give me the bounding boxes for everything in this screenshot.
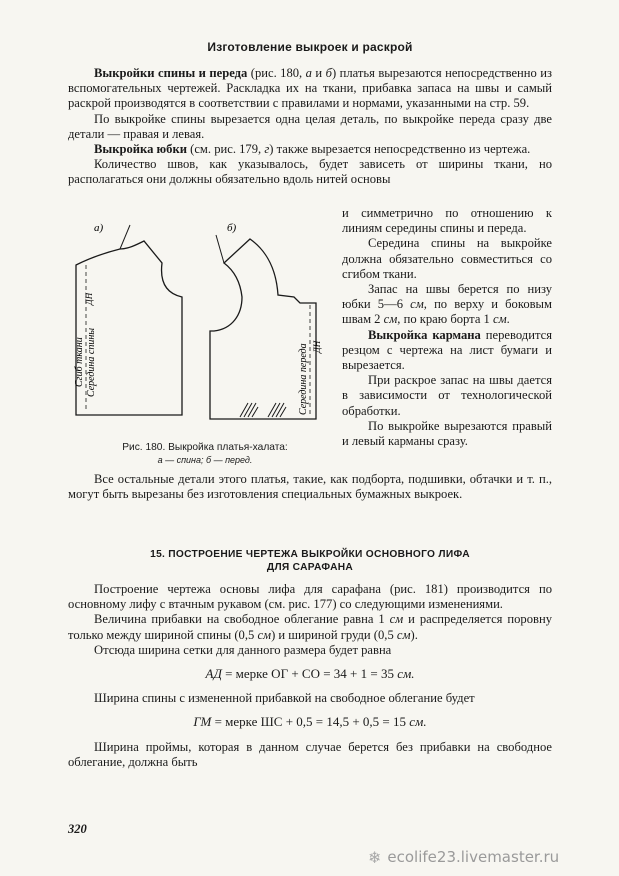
text-fragment: АД: [205, 666, 222, 682]
pattern-figure: [64, 219, 334, 439]
paragraph-cutting-allowance: При раскрое запас на швы дается в зависимости от технологической обработки.: [342, 373, 552, 418]
text-block-middle: [68, 472, 552, 502]
paragraph-pockets-cut: По выкройке вырезаются правый и левый карманы сразу.: [342, 418, 552, 449]
snowflake-icon: ❄: [368, 847, 382, 867]
paragraph-fold: Середина спины на выкройке должна обязательно совместиться со сгибом ткани.: [342, 236, 552, 281]
back-fold-label: Сгиб ткани: [74, 337, 85, 387]
text-fragment: г: [264, 142, 270, 157]
text-fragment: см.: [409, 714, 427, 730]
caption-legend: а — спина; б — перед.: [157, 455, 253, 465]
text-fragment: = мерке ОГ + СО = 34 + 1 = 35: [221, 666, 398, 682]
text-fragment: б: [325, 66, 332, 80]
text-block-bottom: [68, 582, 552, 770]
front-shoulder-tick: [216, 235, 224, 263]
pocket-hatching: [240, 403, 286, 417]
text-fragment: см: [257, 627, 272, 642]
text-fragment: = мерке ШС + 0,5 = 14,5 + 0,5 = 15: [211, 714, 410, 730]
text-fragment: ) платья вырезаются непосредственно из вспомогательных чертежей. Раскладка их на ткани, прибавка запаса на швы и самый раскрой производятся в соответствии с правилами и нормами, указанными на стр. 59.: [68, 66, 552, 111]
text-fragment: (см. рис. 179,: [187, 142, 265, 157]
back-middle-label: Середина спины: [86, 327, 97, 397]
formula-ad: [68, 666, 552, 681]
section-title-line1: 15. ПОСТРОЕНИЕ ЧЕРТЕЖА ВЫКРОЙКИ ОСНОВНОГО ЛИФА: [150, 549, 470, 560]
paragraph-back-width: Ширина спины с измененной прибавкой на свободное облегание будет: [94, 691, 475, 706]
paragraph-seams: Количество швов, как указывалось, будет зависеть от ширины ткани, но располагаться они должны обязательно вдоль нитей основы: [68, 157, 552, 187]
section-title-line2: ДЛЯ САРАФАНА: [266, 562, 354, 573]
term-skirt-pattern: Выкройка юбки: [94, 142, 187, 157]
text-fragment: см: [396, 627, 411, 642]
front-dn-label: ДН: [312, 340, 322, 353]
text-fragment: см: [410, 297, 424, 312]
paragraph-skirt: [68, 142, 552, 157]
text-fragment: (рис. 180,: [247, 66, 306, 80]
paragraph-pocket: [342, 328, 552, 374]
paragraph-patterns: [68, 66, 552, 112]
watermark-text: ecolife23.livemaster.ru: [387, 848, 560, 866]
text-fragment: ) и шириной груди (0,5: [271, 627, 397, 642]
caption-title: Рис. 180. Выкройка платья-халата:: [122, 442, 288, 453]
text-fragment: , по верху и боковым швам 2: [342, 297, 552, 327]
text-fragment: и распределяется поровну только между шириной спины (0,5: [68, 612, 552, 642]
term-back-front-pattern: Выкройки спины и переда: [94, 66, 248, 80]
term-pocket-pattern: Выкройка кармана: [368, 327, 481, 342]
front-middle-label: Середина переда: [298, 343, 309, 415]
text-fragment: ).: [410, 627, 418, 642]
paragraph-symmetry: и симметрично по отношению к линиям середины спины и переда.: [342, 206, 552, 236]
paragraph-allowance: [342, 282, 552, 328]
text-fragment: см: [389, 612, 404, 627]
paragraph-construction: Построение чертежа основы лифа для сарафана (рис. 181) производится по основному лифу с втачным рукавом (см. рис. 177) со следующими изменениями.: [68, 582, 552, 612]
figure-label-a: а): [94, 222, 104, 234]
text-fragment: ГМ: [193, 714, 212, 730]
page-number: 320: [68, 822, 87, 836]
section-title: [100, 548, 520, 574]
text-fragment: Величина прибавки на свободное облегание равна 1: [94, 612, 390, 627]
text-column-right: [342, 206, 552, 449]
text-fragment: а: [305, 66, 312, 80]
text-block-top: [68, 66, 552, 188]
watermark: [368, 845, 608, 869]
text-fragment: ) также вырезается непосредственно из чертежа.: [269, 142, 531, 157]
text-fragment: см.: [397, 666, 415, 682]
paragraph-grid-width: Отсюда ширина сетки для данного размера будет равна: [94, 642, 392, 657]
text-fragment: , по краю борта 1: [397, 312, 494, 327]
paragraph-ease: [68, 612, 552, 642]
formula-gm: [68, 714, 552, 729]
figure-caption: [100, 441, 310, 467]
back-dn-label: ДН: [84, 292, 94, 305]
text-fragment: см: [493, 312, 507, 327]
text-fragment: переводится резцом с чертежа на лист бумаги и вырезается.: [342, 327, 552, 373]
paragraph-armhole: Ширина проймы, которая в данном случае берется без прибавки на свободное облегание, должна быть: [68, 739, 552, 769]
figure-label-b: б): [227, 222, 237, 234]
page-heading: Изготовление выкроек и раскрой: [207, 40, 413, 54]
text-fragment: Запас на швы берется по низу юбки 5—6: [342, 282, 552, 312]
text-fragment: и: [311, 66, 326, 80]
text-fragment: .: [506, 312, 510, 327]
back-shoulder-tick: [120, 225, 130, 249]
text-fragment: см: [383, 312, 398, 327]
paragraph-cutting: По выкройке спины вырезается одна целая деталь, по выкройке переда сразу две детали — правая и левая.: [68, 111, 552, 141]
paragraph-other-details: Все остальные детали этого платья, такие, как подборта, подшивки, обтачки и т. п., могут быть вырезаны без изготовления специальных бумажных выкроек.: [68, 472, 552, 502]
